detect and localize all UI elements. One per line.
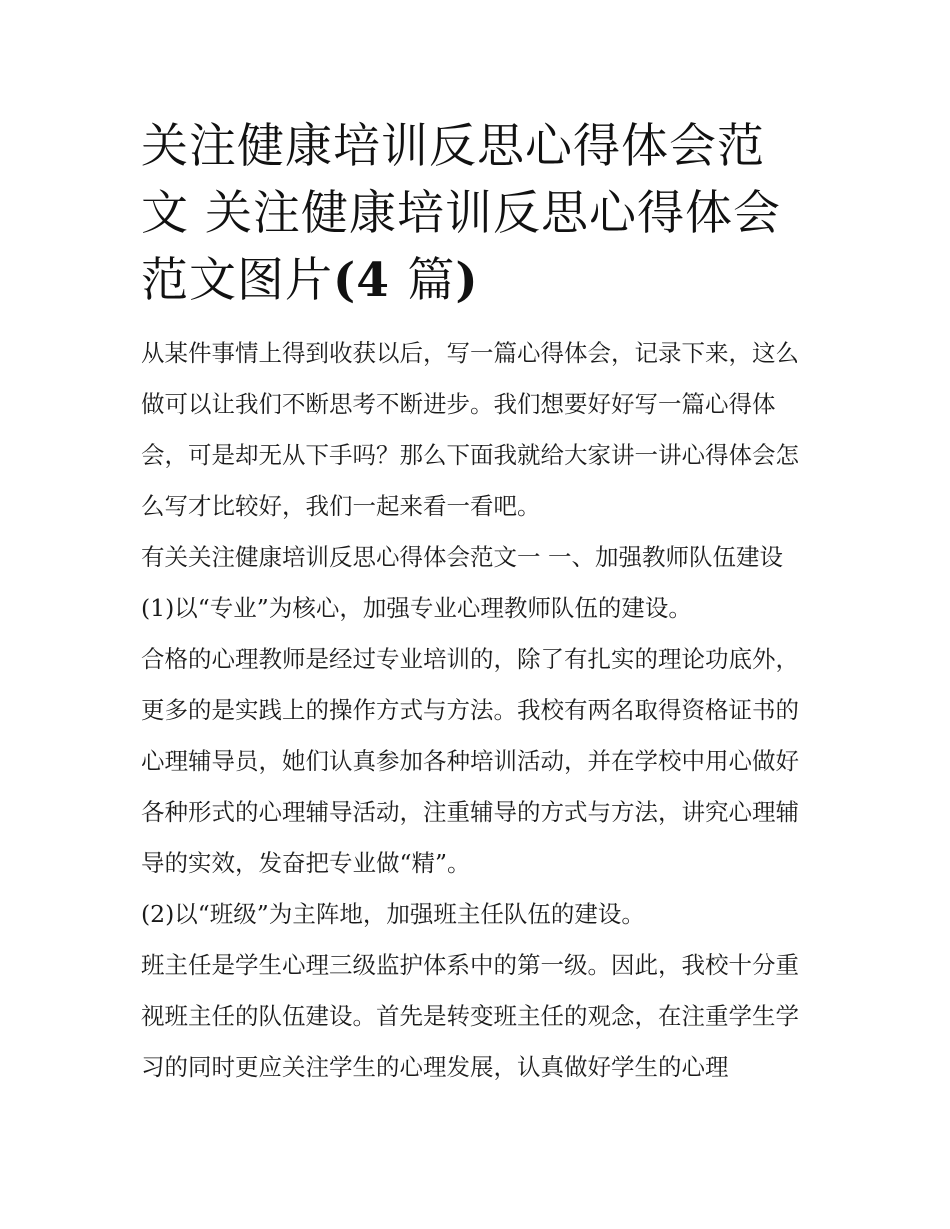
section-heading-paragraph: 有关关注健康培训反思心得体会范文一 一、加强教师队伍建设 (1)以“专业”为核心，加强专业心理教师队伍的建设。: [141, 543, 783, 622]
subheading-paragraph: (2)以“班级”为主阵地，加强班主任队伍的建设。: [141, 900, 645, 928]
body-paragraph: 合格的心理教师是经过专业培训的，除了有扎实的理论功底外，更多的是实践上的操作方式与方法。我校有两名取得资格证书的心理辅导员，她们认真参加各种培训活动，并在学校中用心做好各种形式的心理辅导活动，注重辅导的方式与方法，讲究心理辅导的实效，发奋把专业做“精”。: [141, 645, 799, 877]
title-line-3-count-open: (4: [333, 253, 408, 308]
title-line-3-unit: 篇: [407, 253, 456, 308]
document-title: [141, 113, 820, 314]
title-line-2: 文 关注健康培训反思心得体会: [141, 186, 781, 241]
title-line-1: 关注健康培训反思心得体会范: [141, 119, 765, 174]
title-line-3-count-close: ): [455, 253, 479, 308]
body-paragraph: 班主任是学生心理三级监护体系中的第一级。因此，我校十分重视班主任的队伍建设。首先是转变班主任的观念，在注重学生学习的同时更应关注学生的心理发展，认真做好学生的心理: [141, 951, 799, 1081]
title-line-3-prefix: 范文图片: [141, 253, 333, 308]
intro-paragraph: 从某件事情上得到收获以后，写一篇心得体会，记录下来，这么做可以让我们不断思考不断进步。我们想要好好写一篇心得体会，可是却无从下手吗？那么下面我就给大家讲一讲心得体会怎么写才比较好，我们一起来看一看吧。: [141, 339, 799, 520]
document-body: [141, 328, 820, 1093]
